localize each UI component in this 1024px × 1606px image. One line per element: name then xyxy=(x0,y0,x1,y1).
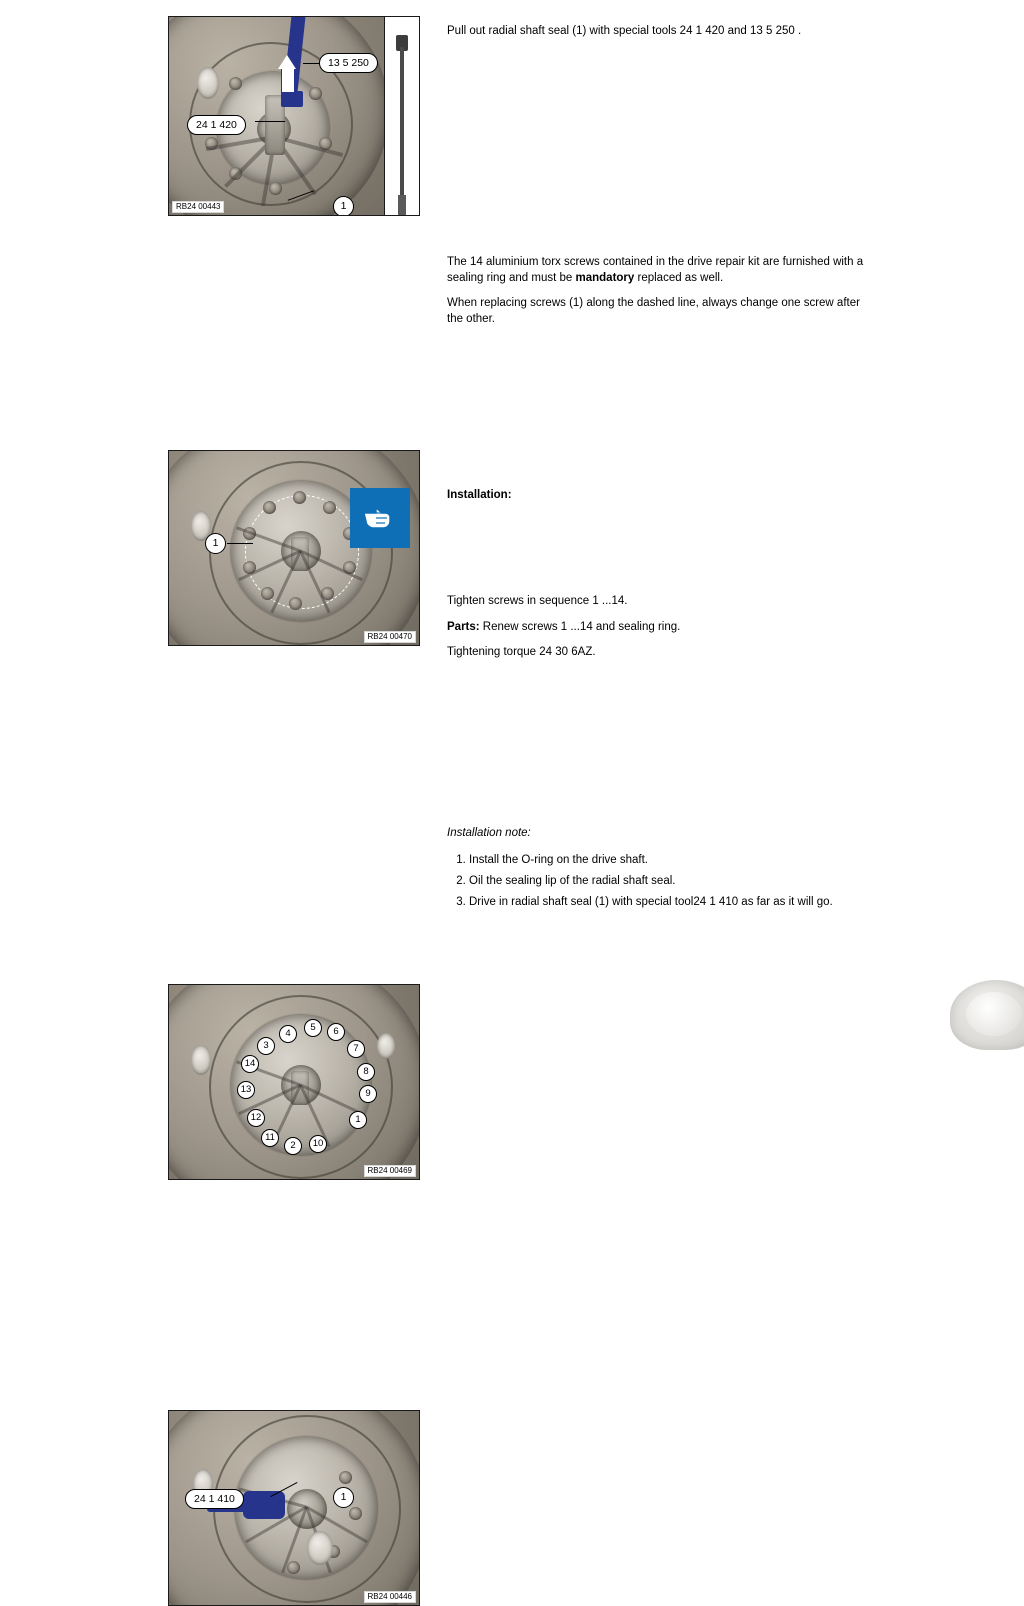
list-item: 2. Oil the sealing lip of the radial shaft seal. xyxy=(469,873,877,890)
figure-3-code: RB24 00469 xyxy=(364,1165,416,1177)
installation-heading-text: Installation: xyxy=(447,489,512,501)
step-4-paragraph-1: Tighten screws in sequence 1 ...14. xyxy=(447,595,628,607)
special-tool-24-1-410 xyxy=(243,1491,285,1519)
callout-24-1-410: 24 1 410 xyxy=(185,1489,244,1509)
sequence-number-10: 10 xyxy=(309,1135,327,1153)
figure-2-code: RB24 00470 xyxy=(364,631,416,643)
sequence-number-2: 2 xyxy=(284,1137,302,1155)
item-number-1: 1 xyxy=(333,1487,354,1508)
callout-13-5-250: 13 5 250 xyxy=(319,53,378,73)
figure-1-code: RB24 00443 xyxy=(172,201,224,213)
installation-note-heading xyxy=(447,826,877,842)
list-item: 1. Install the O-ring on the drive shaft. xyxy=(469,852,877,869)
special-tool-illustration xyxy=(384,17,419,215)
page-corner-artifact xyxy=(950,980,1024,1050)
sequence-number-14: 14 xyxy=(241,1055,259,1073)
sequence-number-13: 13 xyxy=(237,1081,255,1099)
figure-4-code: RB24 00446 xyxy=(364,1591,416,1603)
step-2-paragraph-2: When replacing screws (1) along the dashed line, always change one screw after the other. xyxy=(447,297,860,325)
step-2-paragraph-1 xyxy=(447,255,877,286)
sequence-number-9: 9 xyxy=(359,1085,377,1103)
step-1-text xyxy=(447,24,877,40)
installation-heading xyxy=(447,488,877,504)
sequence-number-12: 12 xyxy=(247,1109,265,1127)
figure-2 xyxy=(168,450,420,646)
step-2-text xyxy=(447,255,877,327)
item-number-1: 1 xyxy=(333,196,354,216)
step-2-text-a: The 14 aluminium torx screws contained in the drive repair kit are furnished with a sealing ring and must be xyxy=(447,256,864,284)
callout-24-1-420: 24 1 420 xyxy=(187,115,246,135)
installation-heading-block xyxy=(447,488,877,504)
figure-4 xyxy=(168,1410,420,1606)
step-4-paragraph-2 xyxy=(447,620,877,636)
sequence-number-1: 1 xyxy=(349,1111,367,1129)
figure-3 xyxy=(168,984,420,1180)
step-4-paragraph-3: Tightening torque 24 30 6AZ. xyxy=(447,646,596,658)
item-number-1: 1 xyxy=(205,533,226,554)
sequence-number-7: 7 xyxy=(347,1040,365,1058)
parts-text: Renew screws 1 ...14 and sealing ring. xyxy=(479,620,681,633)
figure-1 xyxy=(168,16,420,216)
step-2-text-bold: mandatory xyxy=(575,271,635,284)
step-2-text-c: replaced as well. xyxy=(634,271,724,284)
pointing-hand-glyph xyxy=(360,501,400,535)
installation-note-label: Installation note: xyxy=(447,827,531,839)
sequence-number-6: 6 xyxy=(327,1023,345,1041)
sequence-number-4: 4 xyxy=(279,1025,297,1043)
step-1-paragraph: Pull out radial shaft seal (1) with special tools 24 1 420 and 13 5 250 . xyxy=(447,25,802,37)
installation-note-list xyxy=(447,852,877,911)
step-4-text xyxy=(447,594,877,661)
list-item: 3. Drive in radial shaft seal (1) with special tool24 1 410 as far as it will go. xyxy=(469,894,877,911)
sequence-number-5: 5 xyxy=(304,1019,322,1037)
parts-label: Parts: xyxy=(447,620,480,633)
sequence-number-11: 11 xyxy=(261,1129,279,1147)
sequence-number-8: 8 xyxy=(357,1063,375,1081)
step-5-text xyxy=(447,826,877,915)
sequence-number-3: 3 xyxy=(257,1037,275,1055)
pointing-hand-icon xyxy=(350,488,410,548)
